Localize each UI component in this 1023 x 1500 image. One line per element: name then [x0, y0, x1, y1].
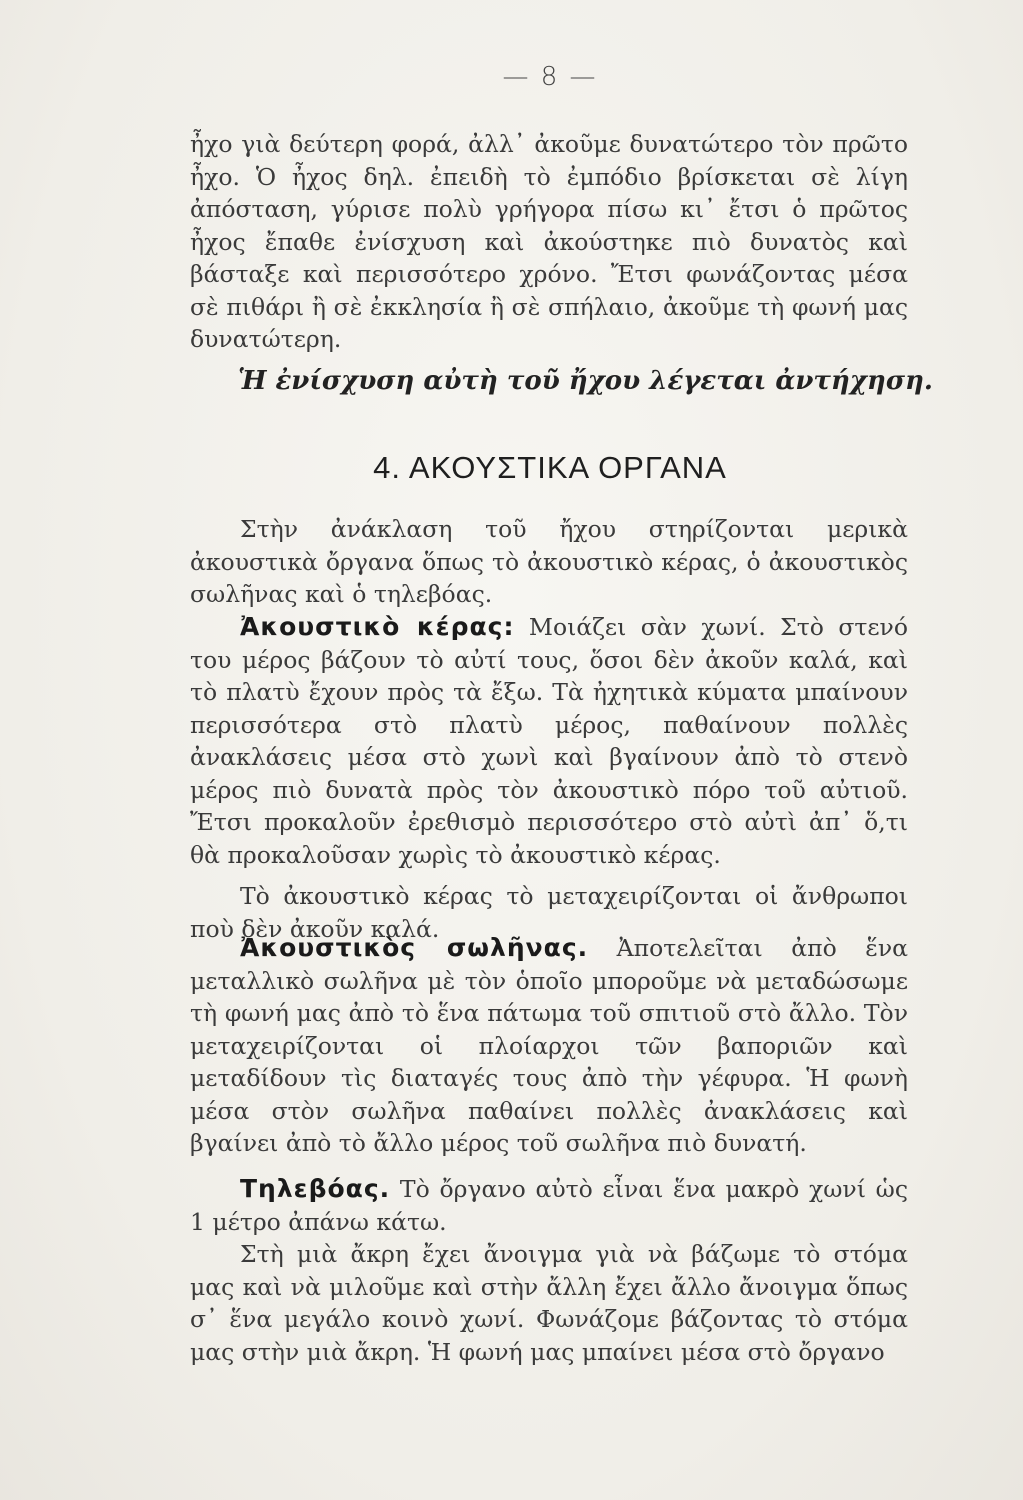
term-hearing-horn: Ἀκουστικὸ κέρας: — [240, 612, 515, 641]
paragraph-echo — [190, 128, 908, 356]
section-title: 4. ΑΚΟΥΣΤΙΚΑ ΟΡΓΑΝΑ — [373, 450, 727, 485]
paragraph-megaphone-detail — [190, 1238, 908, 1368]
paragraph-text: Στὴν ἀνάκλαση τοῦ ἤχου στηρίζονται μερικὰ ἀκουστικὰ ὄργανα ὅπως τὸ ἀκουστικὸ κέρας, ὁ ἀκουστικὸς σωλῆνας καὶ ὁ τηλεβόας. — [190, 515, 908, 608]
paragraph-text: Τὸ ὄργανο αὐτὸ εἶναι ἕνα μακρὸ χωνί ὡς 1 μέτρο ἀπάνω κάτω. — [190, 1175, 908, 1236]
paragraph-text: Τὸ ἀκουστικὸ κέρας τὸ μεταχειρίζονται οἱ ἄνθρωποι ποὺ δὲν ἀκοῦν καλά. — [190, 882, 908, 943]
definition-highlight: Ἡ ἐνίσχυση αὐτὴ τοῦ ἤχου λέγεται ἀντήχηση. — [238, 366, 933, 396]
term-speaking-tube: Ἀκουστικὸς σωλῆνας. — [240, 933, 589, 962]
term-megaphone: Τηλεβόας. — [240, 1174, 391, 1203]
paragraph-text: Ἀποτελεῖται ἀπὸ ἕνα μεταλλικὸ σωλῆνα μὲ τὸν ὁποῖο μποροῦμε νὰ μεταδώσωμε τὴ φωνή μας ἀπὸ τὸ ἕνα πάτωμα τοῦ σπιτιοῦ στὸ ἄλλο. Τὸν μεταχειρίζονται οἱ πλοίαρχοι τῶν βαποριῶν καὶ μεταδίδουν τὶς διαταγές τους ἀπὸ τὴν γέφυρα. Ἡ φωνὴ μέσα στὸν σωλῆνα παθαίνει πολλὲς ἀνακλάσεις καὶ βγαίνει ἀπὸ τὸ ἄλλο μέρος τοῦ σωλῆνα πιὸ δυνατή. — [190, 934, 908, 1157]
paragraph-speaking-tube — [190, 932, 908, 1160]
paragraph-intro — [190, 513, 908, 611]
page-number: — 8 — — [502, 62, 598, 92]
paragraph-text: Μοιάζει σὰν χωνί. Στὸ στενό του μέρος βάζουν τὸ αὐτί τους, ὅσοι δὲν ἀκοῦν καλά, καὶ τὸ πλατὺ ἔχουν πρὸς τὰ ἔξω. Τὰ ἠχητικὰ κύματα μπαίνουν περισσότερα στὸ πλατὺ μέρος, παθαίνουν πολλὲς ἀνακλάσεις μέσα στὸ χωνὶ καὶ βγαίνουν ἀπὸ τὸ στενὸ μέρος πιὸ δυνατὰ πρὸς τὸν ἀκουστικὸ πόρο τοῦ αὐτιοῦ. Ἔτσι προκαλοῦν ἐρεθισμὸ περισσότερο στὸ αὐτὶ ἀπ᾽ ὅ,τι θὰ προκαλοῦσαν χωρὶς τὸ ἀκουστικὸ κέρας. — [190, 613, 908, 869]
paragraph-text: ἦχο γιὰ δεύτερη φορά, ἀλλ᾽ ἀκοῦμε δυνατώτερο τὸν πρῶτο ἦχο. Ὁ ἦχος δηλ. ἐπειδὴ τὸ ἐμπόδιο βρίσκεται σὲ λίγη ἀπόσταση, γύρισε πολὺ γρήγορα πίσω κι᾽ ἔτσι ὁ πρῶτος ἦχος ἔπαθε ἐνίσχυση καὶ ἀκούστηκε πιὸ δυνατὸς καὶ βάσταξε καὶ περισσότερο χρόνο. Ἔτσι φωνάζοντας μέσα σὲ πιθάρι ἢ σὲ ἐκκλησία ἢ σὲ σπήλαιο, ἀκοῦμε τὴ φωνή μας δυνατώτερη. — [190, 130, 908, 353]
paragraph-hearing-horn — [190, 611, 908, 871]
paragraph-megaphone — [190, 1173, 908, 1238]
paragraph-text: Στὴ μιὰ ἄκρη ἔχει ἄνοιγμα γιὰ νὰ βάζωμε τὸ στόμα μας καὶ νὰ μιλοῦμε καὶ στὴν ἄλλη ἔχει ἄλλο ἄνοιγμα ὅπως σ᾽ ἕνα μεγάλο κοινὸ χωνί. Φωνάζομε βάζοντας τὸ στόμα μας στὴν μιὰ ἄκρη. Ἡ φωνή μας μπαίνει μέσα στὸ ὄργανο — [190, 1240, 908, 1366]
